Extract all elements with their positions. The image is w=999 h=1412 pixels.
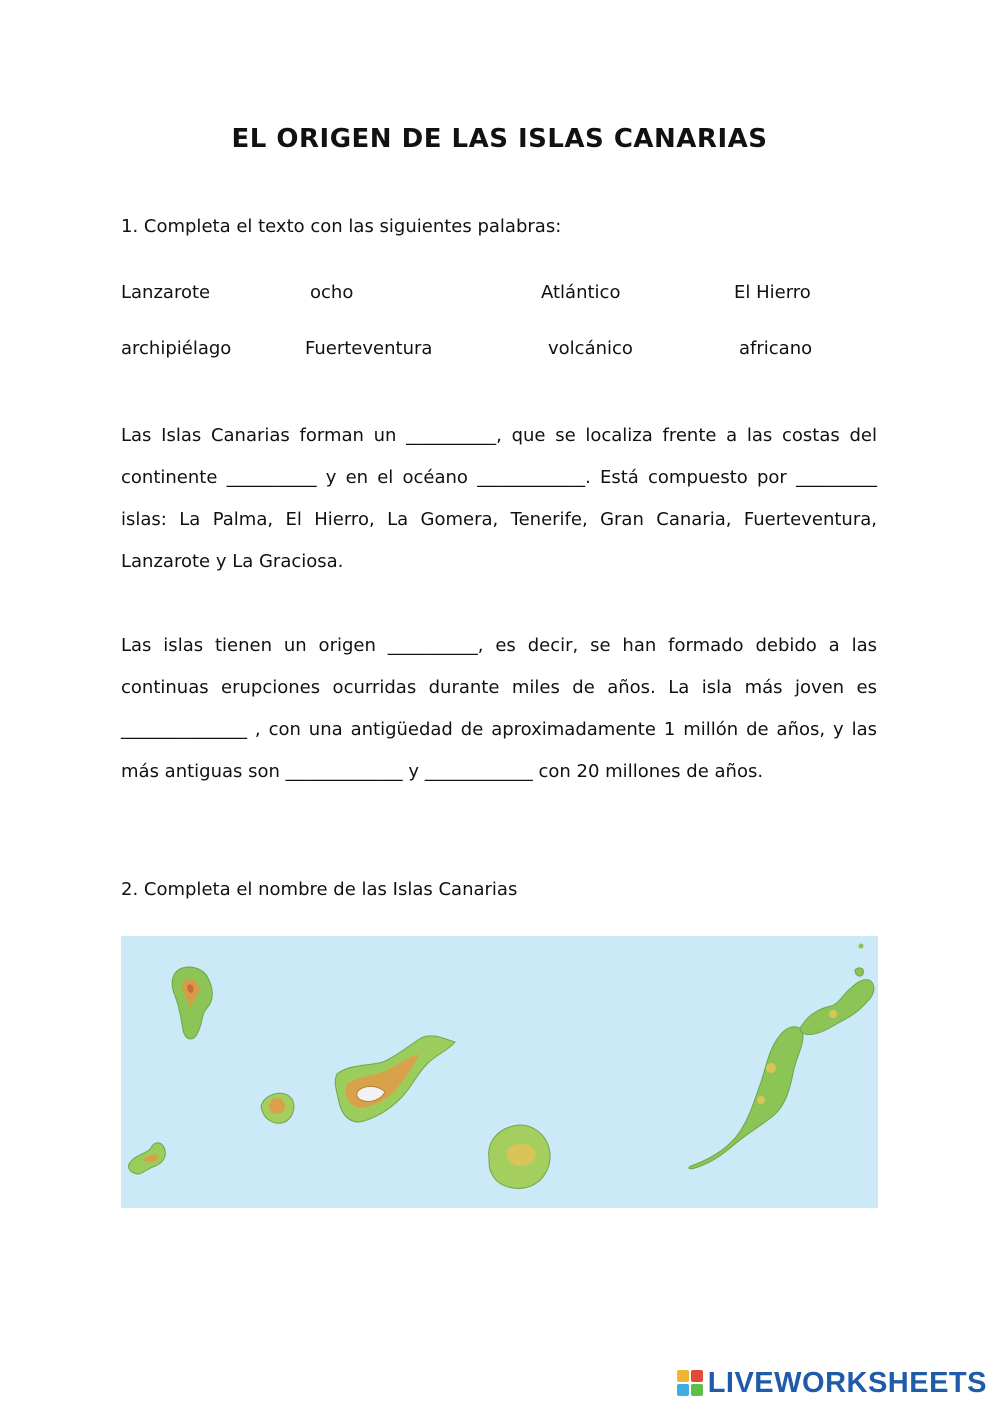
canary-islands-map [121, 936, 878, 1208]
fill-blank[interactable]: ______________ [121, 719, 247, 740]
page-title: EL ORIGEN DE LAS ISLAS CANARIAS [231, 124, 768, 154]
liveworksheets-branding [676, 1366, 987, 1400]
word-bank-item: El Hierro [734, 282, 811, 303]
paragraph-text: islas: La Palma, El Hierro, La Gomera, Tenerife, Gran Canaria, Fuerteventura, Lanzarote y La Graciosa. [121, 509, 877, 572]
fill-blank[interactable]: __________ [226, 467, 317, 488]
word-bank-item: Fuerteventura [305, 338, 433, 359]
liveworksheets-logo-icon [676, 1369, 704, 1397]
fill-blank[interactable]: _____________ [285, 761, 403, 782]
paragraph-text: , es decir, se han formado debido a las continuas erupciones ocurridas durante miles de años. La isla más joven es [121, 635, 877, 698]
paragraph-text: y en el océano [316, 467, 478, 488]
paragraph-text: con 20 millones de años. [532, 761, 764, 782]
paragraph-text: , que se localiza frente a las costas del continente [121, 425, 877, 488]
paragraph-text: , con una antigüedad de aproximadamente 1 millón de años, y las más antiguas son [121, 719, 877, 782]
word-bank-item: volcánico [548, 338, 633, 359]
fill-blank[interactable]: __________ [387, 635, 478, 656]
word-bank-item: Lanzarote [121, 282, 211, 303]
paragraph-text: . Está compuesto por [585, 467, 796, 488]
word-bank-item: archipiélago [121, 338, 232, 359]
fill-blank[interactable]: ____________ [424, 761, 533, 782]
fill-blank[interactable]: _________ [796, 467, 877, 488]
exercise-2-prompt: 2. Completa el nombre de las Islas Canarias [121, 879, 518, 900]
liveworksheets-logo-text: LIVEWORKSHEETS [707, 1366, 987, 1399]
fill-paragraph-1 [121, 415, 877, 583]
paragraph-text: Las Islas Canarias forman un [121, 425, 407, 446]
fill-blank[interactable]: ____________ [477, 467, 586, 488]
fill-paragraph-2 [121, 625, 877, 793]
map-svg [121, 936, 878, 1208]
word-bank-item: africano [739, 338, 813, 359]
word-bank-item: Atlántico [541, 282, 621, 303]
paragraph-text: Las islas tienen un origen [121, 635, 388, 656]
fill-blank[interactable]: __________ [406, 425, 497, 446]
word-bank-item: ocho [310, 282, 354, 303]
exercise-1-prompt: 1. Completa el texto con las siguientes palabras: [121, 216, 562, 237]
paragraph-text: y [402, 761, 425, 782]
island-gran-canaria[interactable] [489, 1125, 550, 1188]
